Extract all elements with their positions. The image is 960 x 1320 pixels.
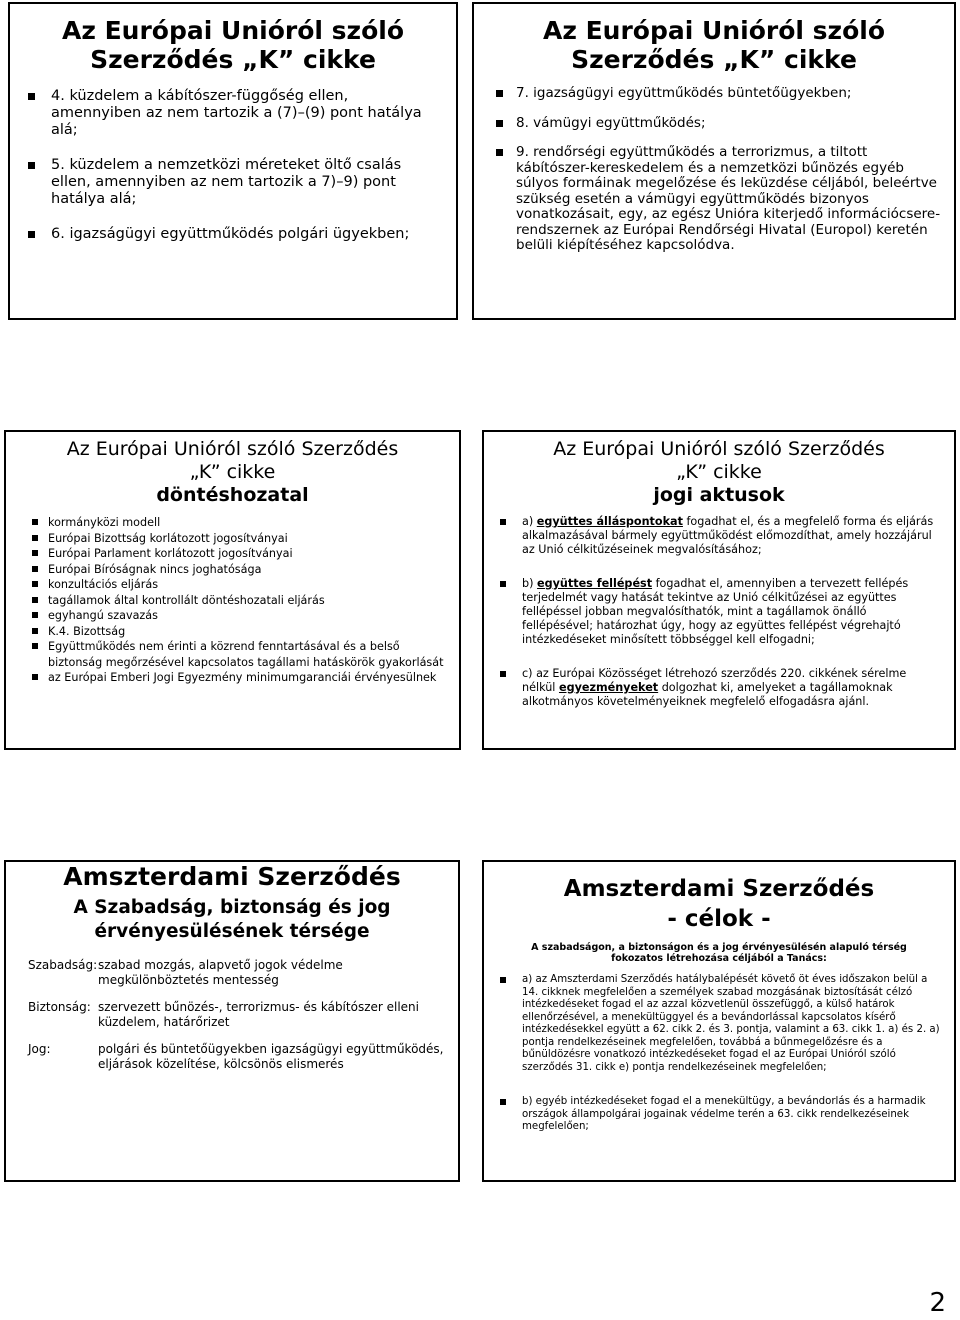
list-item-a: a) az Amszterdami Szerződés hatálybalépését követő öt éves időszakon belül a 14. cikknek megfelelően a személyek szabad mozgásának biztosítását célzó intézkedéseket fogad el az azzal közvetlenül összefüggő, a külső határok ellenőrzésével, a menekültüggyel és a bevándorlással kapcsolatos kísérő intézkedésekkel együtt a 62. cikk 2. és 3. pontja, valamint a 63. cikk 1. a) és 2. a) pontja rendelkezéseinek megfelelően, továbbá a bűnmegelőzésre és a bűnüldözésre vonatkozó intézkedéseket fogad el az Európai Unióról szóló szerződés 31. cikk e) pontja rendelkezéseinek megfelelően; <box>500 974 940 1074</box>
item-prefix: a) <box>522 515 537 528</box>
list-item: 5. küzdelem a nemzetközi méreteket öltő csalás ellen, amennyiben az nem tartozik a 7)–9) pont hatálya alá; <box>28 157 442 208</box>
title-line-1: Az Európai Unióról szóló Szerződés <box>66 438 399 460</box>
list-item-a <box>500 515 940 557</box>
definition-label: Szabadság: <box>28 958 98 972</box>
slide-k-cikk-1 <box>8 2 458 320</box>
item-prefix: c) az Európai Közösséget létrehozó szerződés 220. cikkének sérelme nélkül <box>522 667 907 694</box>
slide-jogi-aktusok <box>482 430 956 750</box>
list-item: 7. igazságügyi együttműködés büntetőügyekben; <box>496 86 942 102</box>
list-item: Európai Bíróságnak nincs joghatósága <box>32 562 449 578</box>
bullet-list <box>496 86 942 254</box>
slide-title <box>6 438 459 507</box>
slide-title <box>10 16 456 74</box>
list-item: kormányközi modell <box>32 515 449 531</box>
list-item: az Európai Emberi Jogi Egyezmény minimumgaranciái érvényesülnek <box>32 670 449 686</box>
definition-value: polgári és büntetőügyekben igazságügyi együttműködés, eljárások közelítése, kölcsönös elismerés <box>98 1042 444 1071</box>
slide-title <box>484 438 954 507</box>
definition-value: szervezett bűnözés-, terrorizmus- és kábítószer elleni küzdelem, határőrizet <box>98 1000 419 1029</box>
list-item: Együttműködés nem érinti a közrend fenntartásával és a belső biztonság megőrzésével kapcsolatos tagállami hatáskörök gyakorlását <box>32 639 449 670</box>
list-item: konzultációs eljárás <box>32 577 449 593</box>
list-item-b: b) egyéb intézkedéseket fogad el a menekültügy, a bevándorlás és a harmadik országok állampolgárai jogainak védelme terén a 63. cikk rendelkezéseinek megfelelően; <box>500 1096 940 1134</box>
definition-label: Biztonság: <box>28 1000 91 1014</box>
title-line-1: Az Európai Unióról szóló <box>543 16 885 45</box>
subtitle-line-2: érvényesülésének térsége <box>94 921 370 942</box>
title-line-1: Amszterdami Szerződés <box>563 876 875 902</box>
list-item: Európai Bizottság korlátozott jogosítványai <box>32 531 449 547</box>
list-item: K.4. Bizottság <box>32 624 449 640</box>
list-item: tagállamok által kontrollált döntéshozatali eljárás <box>32 593 449 609</box>
title-line-1: Az Európai Unióról szóló <box>62 16 404 45</box>
list-item-b <box>500 577 940 647</box>
list-item: 6. igazságügyi együttműködés polgári ügyekben; <box>28 226 442 243</box>
list-item-c <box>500 667 940 709</box>
definition-list <box>28 958 446 1072</box>
list-item: egyhangú szavazás <box>32 608 449 624</box>
title-line-2: Szerződés „K” cikke <box>571 45 857 74</box>
key-term: együttes fellépést <box>537 577 653 590</box>
bullet-list <box>32 515 449 686</box>
title-line-3: döntéshozatal <box>156 484 309 506</box>
list-item: 4. küzdelem a kábítószer-függőség ellen, amennyiben az nem tartozik a (7)–(9) pont hatálya alá; <box>28 88 442 139</box>
item-text: dolgozhat ki, amelyeket a tagállamoknak alkotmányos követelményeiknek megfelelő elfogadásra ajánl. <box>522 681 893 708</box>
slide-amszterdami-celok <box>482 860 956 1182</box>
title-line-2: „K” cikke <box>676 461 762 483</box>
title-line-3: jogi aktusok <box>653 484 785 506</box>
list-item: Európai Parlament korlátozott jogosítványai <box>32 546 449 562</box>
bullet-list <box>28 88 442 243</box>
slide-k-cikk-2 <box>472 2 956 320</box>
slide-subtitle <box>6 896 458 944</box>
page-number: 2 <box>929 1288 946 1318</box>
slide-title: Amszterdami Szerződés <box>63 862 401 891</box>
slide-donteshozatal <box>4 430 461 750</box>
title-line-1: Az Európai Unióról szóló Szerződés <box>553 438 885 460</box>
slide-amszterdami-terseg <box>4 860 460 1182</box>
key-term: egyezményeket <box>558 681 659 694</box>
slide-title <box>474 16 954 74</box>
key-term: együttes álláspontokat <box>536 515 683 528</box>
bullet-list <box>500 974 940 1134</box>
intro-text: A szabadságon, a biztonságon és a jog érvényesülésén alapuló térség fokozatos létrehozása céljából a Tanács: <box>531 942 907 964</box>
title-line-2: „K” cikke <box>189 461 276 483</box>
definition-row <box>28 958 446 988</box>
subtitle-line-1: A Szabadság, biztonság és jog <box>73 897 391 918</box>
bullet-list <box>500 515 940 709</box>
item-text: fogadhat el, és a megfelelő forma és eljárás alkalmazásával bármely együttműködést előmozdíthat, amely hozzájárul az Unió célkitűzéseinek megvalósításához; <box>522 515 934 556</box>
definition-row <box>28 1000 446 1030</box>
definition-value: szabad mozgás, alapvető jogok védelme megkülönböztetés mentesség <box>98 958 343 987</box>
title-line-2: - célok - <box>667 906 771 932</box>
slide-title <box>484 874 954 934</box>
definition-label: Jog: <box>28 1042 51 1056</box>
item-text: fogadhat el, amennyiben a tervezett fellépés terjedelmét vagy hatását tekintve az Unió célkitűzései az együttes fellépéssel jobban megvalósíthatók, mint a tagállamok önálló fellépésével; határozhat úgy, hogy az együttes fellépést végrehajtó intézkedéseket minősített többséggel kell elfogadni; <box>522 577 909 646</box>
list-item: 8. vámügyi együttműködés; <box>496 116 942 132</box>
definition-row <box>28 1042 446 1072</box>
item-prefix: b) <box>522 577 538 590</box>
title-line-2: Szerződés „K” cikke <box>90 45 376 74</box>
list-item: 9. rendőrségi együttműködés a terrorizmus, a tiltott kábítószer-kereskedelem és a nemzetközi bűnözés egyéb súlyos formáinak megelőzése és leküzdése céljából, beleértve szükség esetén a vámügyi együttműködés bizonyos vonatkozásait, egy, az egész Unióra kiterjedő információcsere-rendszernek az Európai Rendőrségi Hivatal (Europol) keretén belüli kiépítéséhez kapcsolódva. <box>496 145 942 254</box>
